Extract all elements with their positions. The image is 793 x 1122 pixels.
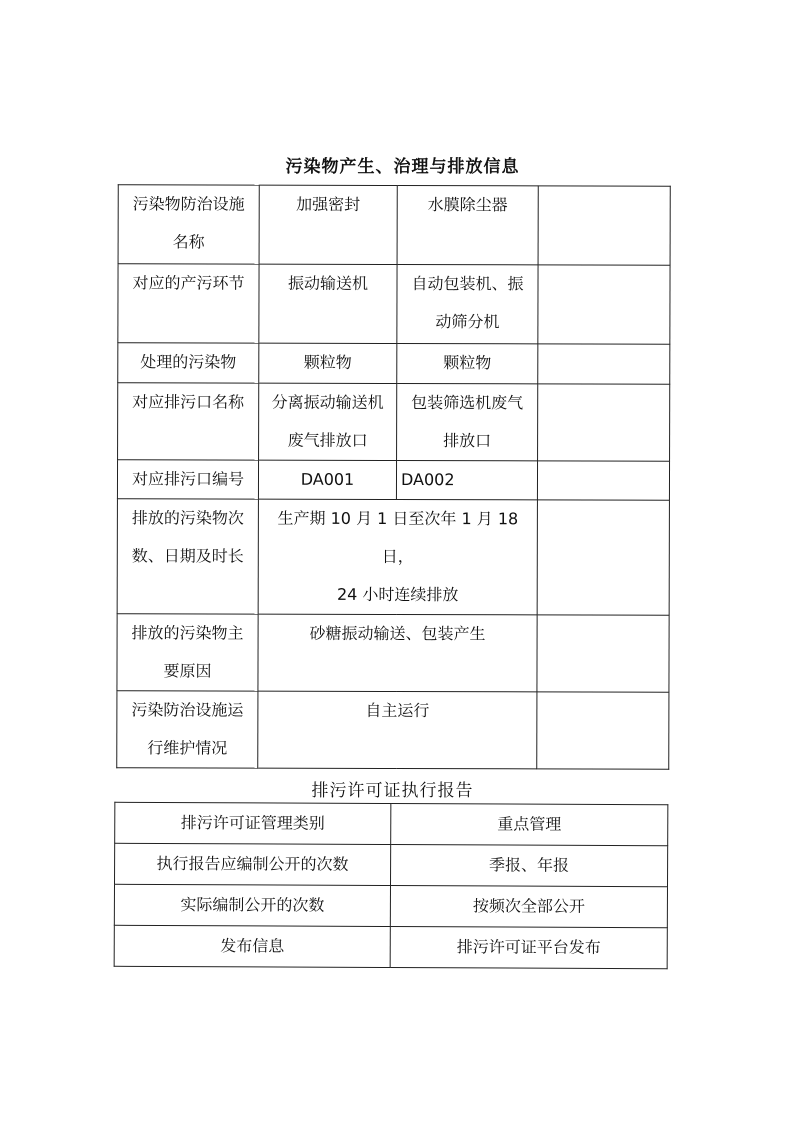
table-row	[118, 264, 670, 344]
cell-discharge-schedule: 生产期 10 月 1 日至次年 1 月 18 日， 24 小时连续排放	[258, 499, 537, 615]
table-row	[115, 802, 668, 845]
cell-outlet-code-2: DA002	[396, 461, 537, 500]
row-label: 实际编制公开的次数	[114, 884, 390, 926]
row-label: 排污许可证管理类别	[115, 802, 391, 844]
cell-empty	[537, 615, 669, 692]
section2-title: 排污许可证执行报告	[311, 781, 474, 801]
table-row	[114, 925, 667, 968]
row-value: 季报、年报	[391, 844, 668, 886]
row-value: 排污许可证平台发布	[390, 926, 667, 968]
cell-outlet-name-1: 分离振动输送机 废气排放口	[259, 383, 397, 460]
cell-pollutant-2: 颗粒物	[397, 344, 538, 384]
row-label: 对应排污口名称	[118, 383, 259, 460]
row-label: 处理的污染物	[118, 343, 259, 383]
cell-facility-1: 加强密封	[259, 185, 397, 264]
row-label: 对应排污口编号	[117, 460, 258, 499]
section1-title: 污染物产生、治理与排放信息	[285, 157, 520, 177]
table-row	[118, 343, 670, 384]
cell-empty	[537, 500, 669, 615]
cell-source-2: 自动包装机、振 动筛分机	[397, 265, 538, 344]
row-label: 污染物防治设施 名称	[118, 185, 259, 264]
row-value: 按频次全部公开	[390, 885, 667, 927]
cell-outlet-code-1: DA001	[258, 460, 396, 499]
pollution-info-table	[116, 184, 671, 769]
cell-empty	[538, 265, 670, 344]
row-label: 执行报告应编制公开的次数	[115, 843, 391, 885]
row-label: 排放的污染物主 要原因	[117, 614, 258, 691]
cell-facility-2: 水膜除尘器	[397, 186, 538, 265]
table-row	[117, 691, 669, 769]
row-label: 污染防治设施运 行维护情况	[117, 691, 258, 768]
table-row	[118, 185, 670, 265]
cell-empty	[538, 344, 670, 384]
row-label: 对应的产污环节	[118, 264, 259, 343]
cell-pollutant-1: 颗粒物	[259, 343, 397, 383]
table-row	[117, 499, 669, 615]
permit-report-table	[114, 802, 669, 969]
table-row	[118, 383, 670, 461]
cell-outlet-name-2: 包装筛选机废气 排放口	[397, 384, 538, 461]
cell-discharge-reason: 砂糖振动输送、包装产生	[258, 614, 537, 692]
cell-empty	[537, 692, 669, 769]
table-row	[114, 884, 667, 927]
table-row	[117, 614, 669, 692]
cell-maintenance: 自主运行	[258, 691, 537, 769]
table-row	[117, 460, 669, 500]
cell-empty	[538, 186, 670, 265]
cell-empty	[538, 384, 670, 461]
cell-source-1: 振动输送机	[259, 264, 397, 343]
row-label: 排放的污染物次 数、日期及时长	[117, 499, 258, 614]
cell-empty	[537, 461, 669, 500]
row-label: 发布信息	[114, 925, 390, 967]
row-value: 重点管理	[391, 803, 668, 845]
table-row	[115, 843, 668, 886]
